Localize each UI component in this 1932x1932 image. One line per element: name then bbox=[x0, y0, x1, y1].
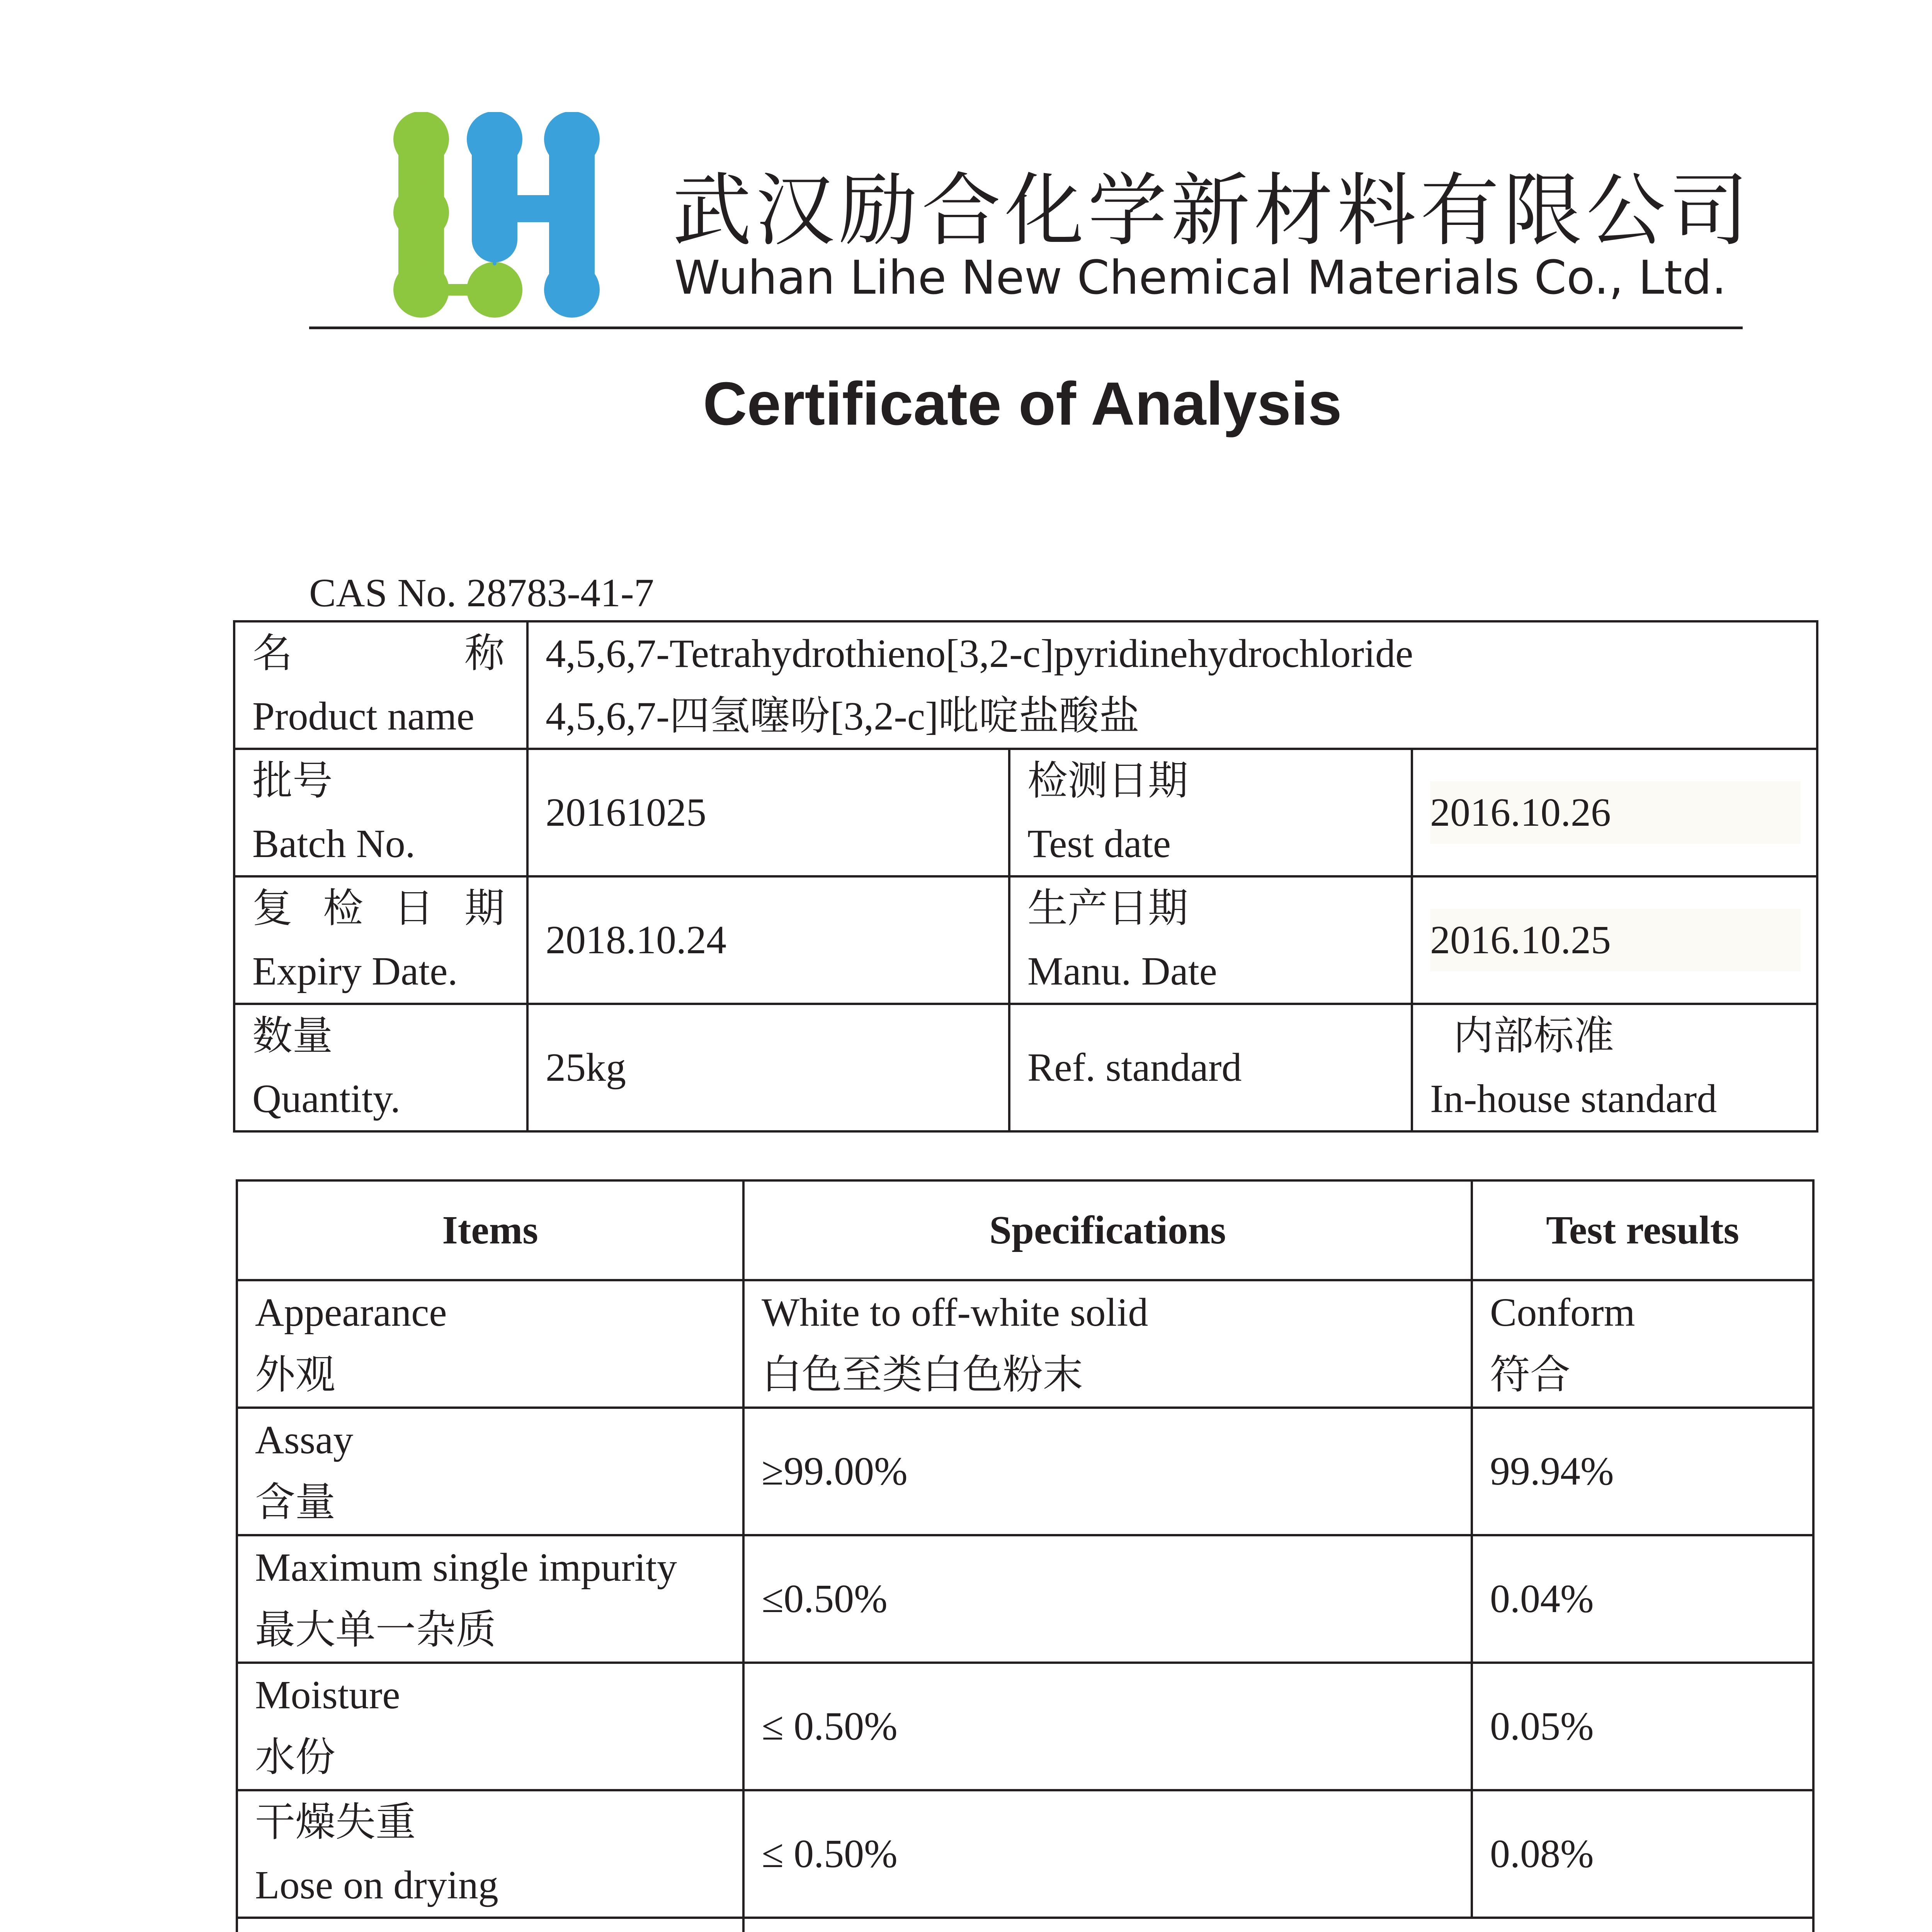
item-name-cn: 外观 bbox=[255, 1353, 336, 1397]
company-name-cn: 武汉励合化学新材料有限公司 bbox=[672, 165, 1752, 257]
logo-blue-dot bbox=[492, 240, 498, 247]
ref-standard-en: In-house standard bbox=[1430, 1077, 1717, 1121]
product-name-row bbox=[234, 621, 1817, 749]
header-divider bbox=[309, 327, 1743, 329]
batch-label bbox=[234, 749, 527, 876]
expiry-label-cn-char: 期 bbox=[464, 886, 505, 931]
product-name-cn: 4,5,6,7-四氢噻吩[3,2-c]吡啶盐酸盐 bbox=[546, 694, 1139, 738]
spec-cell bbox=[743, 1280, 1472, 1408]
product-label-en: Product name bbox=[252, 694, 474, 738]
test-results-table bbox=[236, 1179, 1815, 1932]
result-cn: 符合 bbox=[1490, 1353, 1571, 1397]
manu-date-label bbox=[1009, 876, 1412, 1004]
manu-date-label-en: Manu. Date bbox=[1027, 949, 1217, 993]
test-date-label bbox=[1009, 749, 1412, 876]
spec-en: White to off-white solid bbox=[762, 1290, 1148, 1335]
column-header-specifications: Specifications bbox=[743, 1180, 1472, 1280]
column-header-test-results: Test results bbox=[1472, 1180, 1813, 1280]
quantity-row bbox=[234, 1004, 1817, 1131]
item-name-cn: 含量 bbox=[255, 1480, 336, 1525]
result-cell: 0.04% bbox=[1472, 1535, 1813, 1663]
table-row bbox=[237, 1790, 1813, 1918]
result-cell: 0.08% bbox=[1472, 1790, 1813, 1918]
quantity-label-cn: 数量 bbox=[252, 1014, 333, 1058]
logo-blue-dot bbox=[492, 252, 497, 257]
expiry-label bbox=[234, 876, 527, 1004]
product-label-cn-1: 名 bbox=[252, 631, 293, 676]
expiry-label-cn-char: 复 bbox=[252, 886, 293, 931]
expiry-label-en: Expiry Date. bbox=[252, 949, 458, 993]
ref-standard-value bbox=[1412, 1004, 1817, 1131]
item-cell bbox=[237, 1408, 743, 1535]
test-date-cell bbox=[1412, 749, 1817, 876]
spec-cell: ≤ 0.50% bbox=[743, 1663, 1472, 1790]
logo-blue-node bbox=[544, 262, 600, 318]
expiry-row bbox=[234, 876, 1817, 1004]
manu-date-cell bbox=[1412, 876, 1817, 1004]
item-cell bbox=[237, 1280, 743, 1408]
spec-cell: ≤ 0.50% bbox=[743, 1790, 1472, 1918]
item-name-en: Lose on drying bbox=[255, 1863, 498, 1907]
item-name-cn: 最大单一杂质 bbox=[255, 1608, 497, 1652]
product-name-en: 4,5,6,7-Tetrahydrothieno[3,2-c]pyridinehydrochloride bbox=[546, 631, 1413, 676]
column-header-items: Items bbox=[237, 1180, 743, 1280]
product-label-cn-2: 称 bbox=[464, 631, 505, 676]
logo-blue-node bbox=[544, 112, 600, 167]
expiry-value: 2018.10.24 bbox=[527, 876, 1009, 1004]
result-cell: 0.05% bbox=[1472, 1663, 1813, 1790]
ref-standard-cn: 内部标准 bbox=[1453, 1014, 1614, 1058]
conclusion-row bbox=[237, 1918, 1813, 1932]
spec-cell: ≥99.00% bbox=[743, 1408, 1472, 1535]
conclusion-label bbox=[237, 1918, 743, 1932]
table-row bbox=[237, 1280, 1813, 1408]
logo-green-node bbox=[393, 112, 449, 167]
result-cell bbox=[1472, 1280, 1813, 1408]
item-name-cn: 水份 bbox=[255, 1735, 336, 1780]
batch-label-cn: 批号 bbox=[252, 759, 333, 803]
manu-date-value: 2016.10.25 bbox=[1430, 909, 1801, 971]
logo-blue-node bbox=[467, 112, 522, 167]
batch-label-en: Batch No. bbox=[252, 821, 415, 866]
item-name-en: Maximum single impurity bbox=[255, 1545, 677, 1590]
conclusion-value bbox=[743, 1918, 1813, 1932]
item-name-en: Assay bbox=[255, 1418, 354, 1462]
company-name-en: Wuhan Lihe New Chemical Materials Co., Ltd. bbox=[674, 251, 1727, 305]
test-date-value: 2016.10.26 bbox=[1430, 781, 1801, 844]
spec-cell: ≤0.50% bbox=[743, 1535, 1472, 1663]
item-cell bbox=[237, 1535, 743, 1663]
table-row bbox=[237, 1535, 1813, 1663]
item-cell bbox=[237, 1663, 743, 1790]
product-name-value bbox=[527, 621, 1817, 749]
document-title: Certificate of Analysis bbox=[703, 370, 1342, 438]
expiry-label-cn-char: 日 bbox=[393, 886, 434, 931]
table-row bbox=[237, 1408, 1813, 1535]
cas-number: CAS No. 28783-41-7 bbox=[309, 571, 654, 615]
spec-cn: 白色至类白色粉末 bbox=[762, 1353, 1083, 1397]
logo-green-node bbox=[467, 262, 522, 318]
quantity-label-en: Quantity. bbox=[252, 1077, 401, 1121]
test-date-label-en: Test date bbox=[1027, 821, 1171, 866]
quantity-value: 25kg bbox=[527, 1004, 1009, 1131]
expiry-label-cn-char: 检 bbox=[323, 886, 363, 931]
batch-value: 20161025 bbox=[527, 749, 1009, 876]
logo-blue-dot bbox=[493, 262, 497, 265]
product-info-table bbox=[233, 620, 1818, 1133]
result-cell: 99.94% bbox=[1472, 1408, 1813, 1535]
result-en: Conform bbox=[1490, 1290, 1635, 1335]
company-logo bbox=[390, 112, 607, 328]
item-cell bbox=[237, 1790, 743, 1918]
ref-standard-label: Ref. standard bbox=[1009, 1004, 1412, 1131]
table-header-row bbox=[237, 1180, 1813, 1280]
item-name-en: Appearance bbox=[255, 1290, 447, 1335]
batch-row bbox=[234, 749, 1817, 876]
quantity-label bbox=[234, 1004, 527, 1131]
test-date-label-cn: 检测日期 bbox=[1027, 759, 1189, 803]
product-name-label bbox=[234, 621, 527, 749]
manu-date-label-cn: 生产日期 bbox=[1027, 886, 1189, 931]
item-name-cn: 干燥失重 bbox=[255, 1800, 416, 1845]
item-name-en: Moisture bbox=[255, 1673, 400, 1717]
logo-green-node bbox=[393, 185, 449, 240]
table-row bbox=[237, 1663, 1813, 1790]
